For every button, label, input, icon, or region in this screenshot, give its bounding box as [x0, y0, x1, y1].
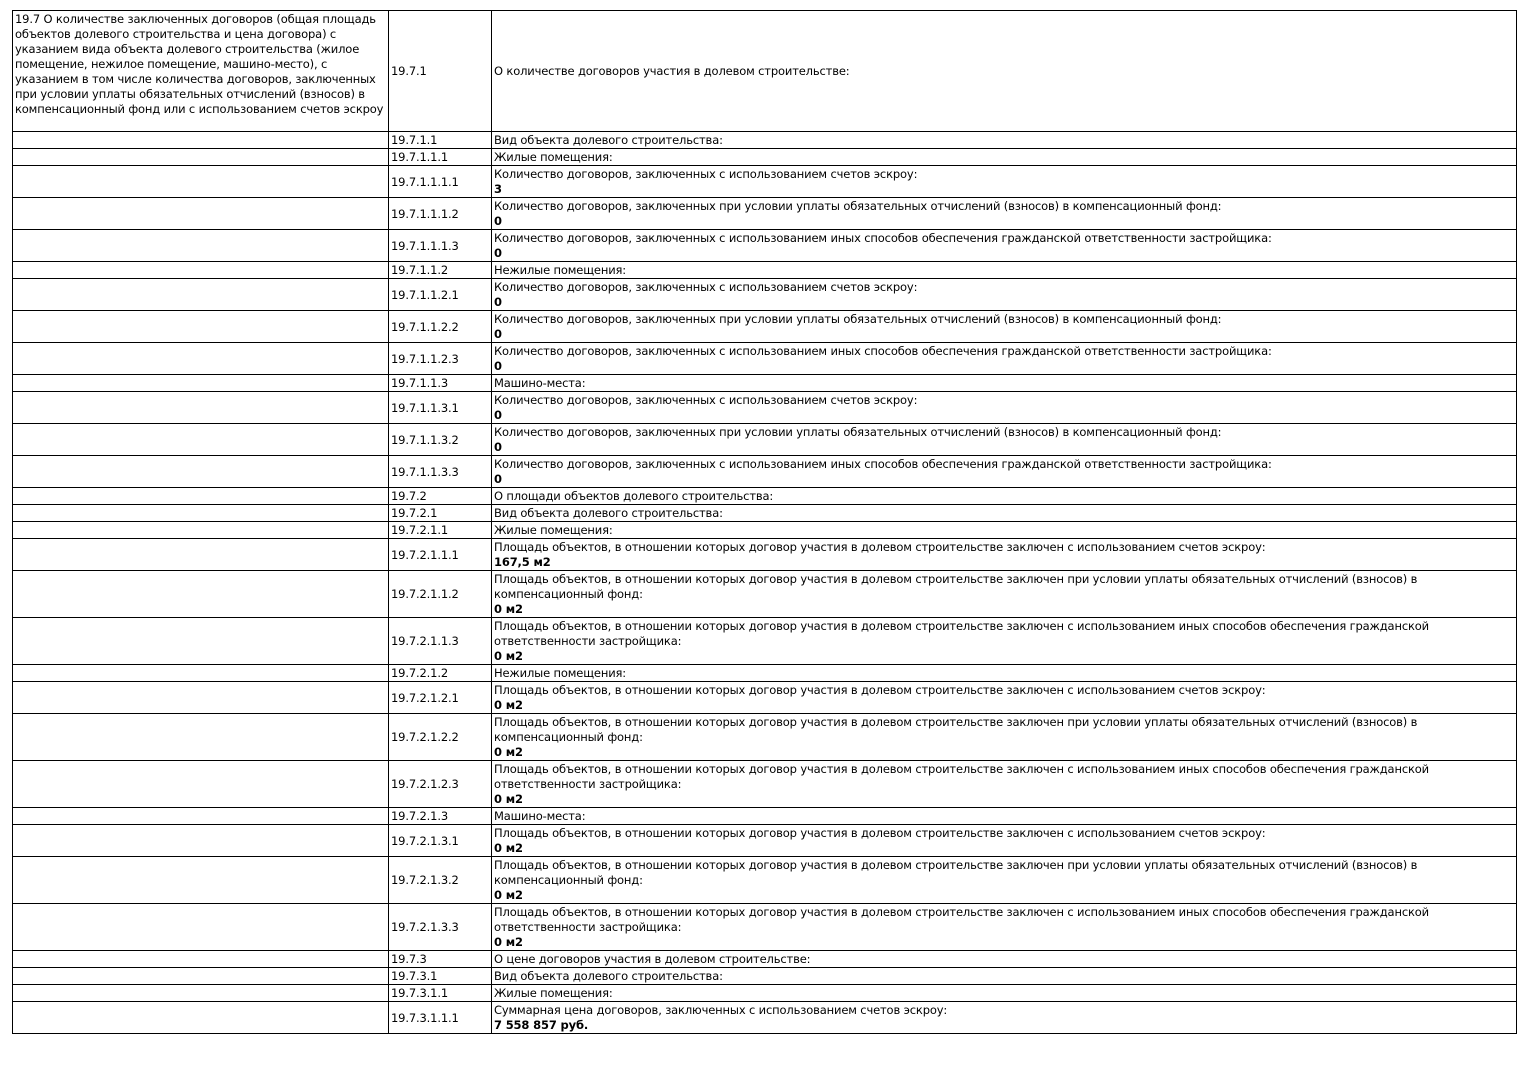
row-code: 19.7.2.1.1 — [389, 522, 492, 539]
row-label: О количестве договоров участия в долевом строительстве: — [492, 11, 1517, 132]
row-code: 19.7.2.1.1.1 — [389, 539, 492, 571]
row-code: 19.7.2.1.2 — [389, 665, 492, 682]
row-code: 19.7.1.1.3 — [389, 375, 492, 392]
table-row — [13, 311, 1517, 343]
row-label: Вид объекта долевого строительства: — [494, 506, 723, 520]
empty-cell — [13, 424, 389, 456]
row-content — [492, 149, 1517, 166]
row-label: Количество договоров, заключенных с использованием иных способов обеспечения гражданской ответственности застройщика: — [494, 457, 1272, 471]
table-row — [13, 1002, 1517, 1034]
table-row — [13, 808, 1517, 825]
empty-cell — [13, 505, 389, 522]
row-content — [492, 571, 1517, 618]
table-row — [13, 825, 1517, 857]
row-code: 19.7.2.1.1.2 — [389, 571, 492, 618]
row-code: 19.7.1.1.1.1 — [389, 166, 492, 198]
empty-cell — [13, 262, 389, 279]
row-label: Площадь объектов, в отношении которых договор участия в долевом строительстве заключен с использованием иных способов обеспечения гражданской ответственности застройщика: — [494, 762, 1429, 791]
row-value: 0 — [494, 440, 502, 454]
row-content — [492, 857, 1517, 904]
empty-cell — [13, 761, 389, 808]
empty-cell — [13, 571, 389, 618]
row-code: 19.7.1.1.3.3 — [389, 456, 492, 488]
table-row — [13, 198, 1517, 230]
row-code: 19.7.1.1.3.1 — [389, 392, 492, 424]
row-content — [492, 375, 1517, 392]
row-value: 0 — [494, 295, 502, 309]
table-row — [13, 230, 1517, 262]
table-row — [13, 424, 1517, 456]
row-content — [492, 985, 1517, 1002]
row-value: 0 — [494, 214, 502, 228]
empty-cell — [13, 488, 389, 505]
table-row — [13, 714, 1517, 761]
table-row — [13, 904, 1517, 951]
row-label: Площадь объектов, в отношении которых договор участия в долевом строительстве заключен при условии уплаты обязательных отчислений (взносов) в компенсационный фонд: — [494, 572, 1418, 601]
table-row — [13, 665, 1517, 682]
empty-cell — [13, 132, 389, 149]
row-content — [492, 230, 1517, 262]
row-label: Количество договоров, заключенных с использованием иных способов обеспечения гражданской ответственности застройщика: — [494, 231, 1272, 245]
row-content — [492, 488, 1517, 505]
table-row — [13, 456, 1517, 488]
table-row — [13, 262, 1517, 279]
row-content — [492, 761, 1517, 808]
empty-cell — [13, 825, 389, 857]
empty-cell — [13, 951, 389, 968]
row-label: О цене договоров участия в долевом строительстве: — [494, 952, 811, 966]
table-row — [13, 279, 1517, 311]
row-value: 3 — [494, 182, 502, 196]
row-value: 167,5 м2 — [494, 555, 551, 569]
row-value: 0 м2 — [494, 888, 523, 902]
row-code: 19.7.2.1.2.2 — [389, 714, 492, 761]
empty-cell — [13, 343, 389, 375]
row-value: 0 — [494, 246, 502, 260]
empty-cell — [13, 857, 389, 904]
row-content — [492, 343, 1517, 375]
row-label: Вид объекта долевого строительства: — [494, 133, 723, 147]
row-label: Площадь объектов, в отношении которых договор участия в долевом строительстве заключен при условии уплаты обязательных отчислений (взносов) в компенсационный фонд: — [494, 858, 1418, 887]
row-label: Площадь объектов, в отношении которых договор участия в долевом строительстве заключен с использованием иных способов обеспечения гражданской ответственности застройщика: — [494, 619, 1429, 648]
table-row — [13, 488, 1517, 505]
empty-cell — [13, 166, 389, 198]
row-code: 19.7.2.1.3.2 — [389, 857, 492, 904]
empty-cell — [13, 279, 389, 311]
table-row — [13, 761, 1517, 808]
row-code: 19.7.2.1.2.1 — [389, 682, 492, 714]
row-content — [492, 424, 1517, 456]
row-label: Площадь объектов, в отношении которых договор участия в долевом строительстве заключен с использованием иных способов обеспечения гражданской ответственности застройщика: — [494, 905, 1429, 934]
row-value: 0 — [494, 408, 502, 422]
table-row — [13, 375, 1517, 392]
row-label: Количество договоров, заключенных с использованием счетов эскроу: — [494, 167, 918, 181]
empty-cell — [13, 1002, 389, 1034]
table-row — [13, 149, 1517, 166]
row-label: Суммарная цена договоров, заключенных с использованием счетов эскроу: — [494, 1003, 948, 1017]
empty-cell — [13, 149, 389, 166]
row-content — [492, 198, 1517, 230]
empty-cell — [13, 539, 389, 571]
row-label: Машино-места: — [494, 809, 586, 823]
row-label: Количество договоров, заключенных при условии уплаты обязательных отчислений (взносов) в компенсационный фонд: — [494, 312, 1222, 326]
row-label: Нежилые помещения: — [494, 263, 627, 277]
empty-cell — [13, 375, 389, 392]
empty-cell — [13, 808, 389, 825]
row-code: 19.7.1.1.2.1 — [389, 279, 492, 311]
row-label: Площадь объектов, в отношении которых договор участия в долевом строительстве заключен с использованием счетов эскроу: — [494, 826, 1266, 840]
table-row — [13, 571, 1517, 618]
row-label: Жилые помещения: — [494, 150, 613, 164]
table-row — [13, 166, 1517, 198]
row-value: 0 — [494, 472, 502, 486]
table-row — [13, 505, 1517, 522]
empty-cell — [13, 714, 389, 761]
table-row — [13, 682, 1517, 714]
row-code: 19.7.1.1.2.3 — [389, 343, 492, 375]
empty-cell — [13, 665, 389, 682]
row-label: Жилые помещения: — [494, 523, 613, 537]
row-content — [492, 808, 1517, 825]
empty-cell — [13, 968, 389, 985]
row-label: Количество договоров, заключенных с использованием счетов эскроу: — [494, 393, 918, 407]
table-row — [13, 392, 1517, 424]
empty-cell — [13, 392, 389, 424]
row-content — [492, 522, 1517, 539]
empty-cell — [13, 682, 389, 714]
empty-cell — [13, 456, 389, 488]
empty-cell — [13, 311, 389, 343]
section-title: 19.7 О количестве заключенных договоров (общая площадь объектов долевого строительства и цена договора) с указанием вида объекта долевого строительства (жилое помещение, нежилое помещение, машино-место), с указанием в том числе количества договоров, заключенных при условии уплаты обязательных отчислений (взносов) в компенсационный фонд или с использованием счетов эскроу — [13, 11, 389, 132]
row-label: Площадь объектов, в отношении которых договор участия в долевом строительстве заключен с использованием счетов эскроу: — [494, 540, 1266, 554]
row-code: 19.7.1.1.2 — [389, 262, 492, 279]
row-content — [492, 392, 1517, 424]
table-row — [13, 985, 1517, 1002]
contracts-table — [12, 10, 1517, 1034]
row-label: Количество договоров, заключенных с использованием счетов эскроу: — [494, 280, 918, 294]
row-value: 0 — [494, 359, 502, 373]
row-code: 19.7.2.1.1.3 — [389, 618, 492, 665]
row-label: О площади объектов долевого строительства: — [494, 489, 774, 503]
table-row — [13, 539, 1517, 571]
row-code: 19.7.2 — [389, 488, 492, 505]
table-row — [13, 857, 1517, 904]
row-content — [492, 1002, 1517, 1034]
row-label: Жилые помещения: — [494, 986, 613, 1000]
row-code: 19.7.1.1.3.2 — [389, 424, 492, 456]
row-content — [492, 456, 1517, 488]
row-content — [492, 904, 1517, 951]
row-content — [492, 682, 1517, 714]
row-content — [492, 505, 1517, 522]
row-label: Количество договоров, заключенных с использованием иных способов обеспечения гражданской ответственности застройщика: — [494, 344, 1272, 358]
table-row — [13, 968, 1517, 985]
row-code: 19.7.2.1.3.3 — [389, 904, 492, 951]
empty-cell — [13, 198, 389, 230]
row-code: 19.7.2.1.2.3 — [389, 761, 492, 808]
section-header-row — [13, 11, 1517, 132]
row-content — [492, 951, 1517, 968]
row-code: 19.7.1.1.1.3 — [389, 230, 492, 262]
row-code: 19.7.3 — [389, 951, 492, 968]
row-content — [492, 618, 1517, 665]
row-content — [492, 166, 1517, 198]
row-value: 0 м2 — [494, 841, 523, 855]
row-content — [492, 968, 1517, 985]
row-content — [492, 825, 1517, 857]
row-content — [492, 714, 1517, 761]
empty-cell — [13, 230, 389, 262]
row-value: 0 м2 — [494, 602, 523, 616]
row-label: Количество договоров, заключенных при условии уплаты обязательных отчислений (взносов) в компенсационный фонд: — [494, 425, 1222, 439]
row-value: 0 м2 — [494, 649, 523, 663]
row-code: 19.7.1.1.1.2 — [389, 198, 492, 230]
row-code: 19.7.3.1.1 — [389, 985, 492, 1002]
row-value: 0 м2 — [494, 698, 523, 712]
row-code: 19.7.1.1 — [389, 132, 492, 149]
row-value: 0 м2 — [494, 792, 523, 806]
row-code: 19.7.1.1.2.2 — [389, 311, 492, 343]
empty-cell — [13, 904, 389, 951]
row-label: Количество договоров, заключенных при условии уплаты обязательных отчислений (взносов) в компенсационный фонд: — [494, 199, 1222, 213]
empty-cell — [13, 985, 389, 1002]
row-label: Вид объекта долевого строительства: — [494, 969, 723, 983]
row-code: 19.7.1 — [389, 11, 492, 132]
empty-cell — [13, 618, 389, 665]
row-value: 0 — [494, 327, 502, 341]
row-value: 0 м2 — [494, 935, 523, 949]
row-label: Площадь объектов, в отношении которых договор участия в долевом строительстве заключен с использованием счетов эскроу: — [494, 683, 1266, 697]
table-row — [13, 343, 1517, 375]
row-code: 19.7.2.1 — [389, 505, 492, 522]
empty-cell — [13, 522, 389, 539]
row-label: Машино-места: — [494, 376, 586, 390]
row-content — [492, 132, 1517, 149]
row-label: Площадь объектов, в отношении которых договор участия в долевом строительстве заключен при условии уплаты обязательных отчислений (взносов) в компенсационный фонд: — [494, 715, 1418, 744]
row-content — [492, 279, 1517, 311]
table-row — [13, 951, 1517, 968]
row-content — [492, 311, 1517, 343]
row-code: 19.7.3.1.1.1 — [389, 1002, 492, 1034]
row-label: Нежилые помещения: — [494, 666, 627, 680]
table-row — [13, 618, 1517, 665]
row-content — [492, 539, 1517, 571]
row-code: 19.7.3.1 — [389, 968, 492, 985]
row-content — [492, 665, 1517, 682]
row-code: 19.7.2.1.3.1 — [389, 825, 492, 857]
row-value: 0 м2 — [494, 745, 523, 759]
row-code: 19.7.2.1.3 — [389, 808, 492, 825]
row-code: 19.7.1.1.1 — [389, 149, 492, 166]
table-row — [13, 522, 1517, 539]
row-value: 7 558 857 руб. — [494, 1018, 589, 1032]
row-content — [492, 262, 1517, 279]
table-row — [13, 132, 1517, 149]
